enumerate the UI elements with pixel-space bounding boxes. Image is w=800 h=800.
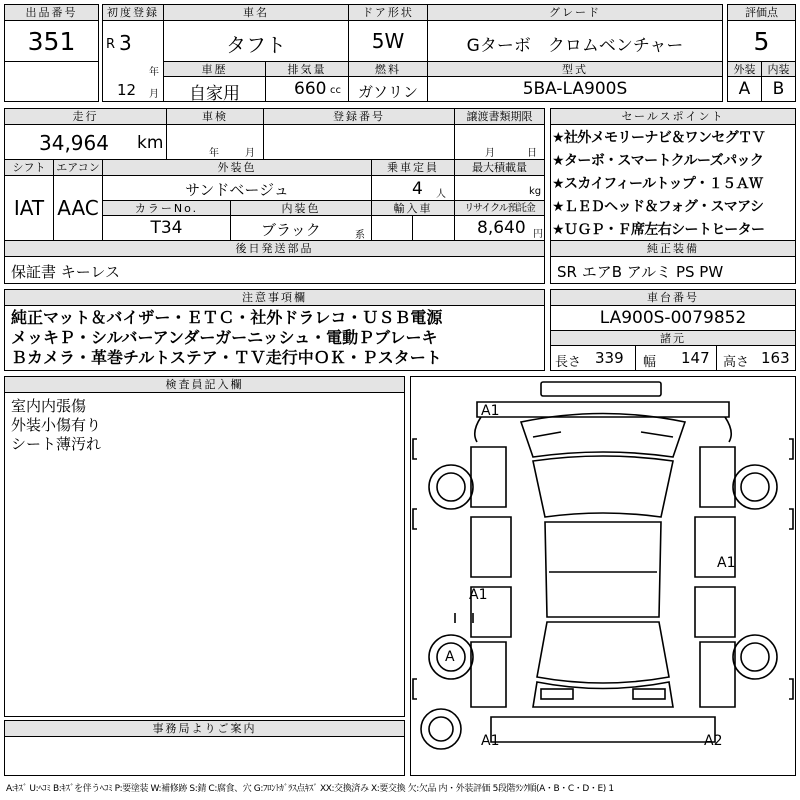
sales-point-box (550, 124, 796, 241)
ext-color-label: 外装色 (102, 159, 372, 176)
score: 5 (753, 27, 770, 56)
inspection-year-unit: 年 (209, 148, 219, 159)
transfer-label: 譲渡書類期限 (454, 108, 545, 125)
chassis-box (550, 305, 796, 331)
car-name-label: 車名 (163, 4, 349, 21)
capacity-label: 乗車定員 (371, 159, 455, 176)
shift-box (4, 175, 54, 241)
sales-point-5: ★ＵＧＰ・Ｆ席左右シートヒーター (552, 222, 765, 238)
later-items-label: 後日発送部品 (4, 240, 545, 257)
color-no: T34 (150, 218, 183, 238)
later-items-box (4, 256, 545, 284)
spec-length: 339 (595, 349, 624, 367)
caution-line-1: 純正マット＆バイザー・ＥＴＣ・社外ドラレコ・ＵＳＢ電源 (11, 308, 443, 327)
capacity-unit: 人 (436, 189, 446, 200)
caution-label: 注意事項欄 (4, 289, 545, 306)
recycle-box (454, 215, 545, 241)
model-label: 型式 (427, 61, 723, 77)
mark-rear-right: A2 (704, 733, 723, 749)
color-no-label: カラーNo. (102, 200, 231, 216)
mileage: 34,964 (39, 131, 109, 155)
plate-label: 登録番号 (263, 108, 455, 125)
model-code: 5BA-LA900S (522, 79, 628, 99)
max-load-box (454, 175, 545, 201)
grade-label: グレード (427, 4, 723, 21)
capacity: 4 (412, 179, 423, 199)
door-label: ドア形状 (348, 4, 428, 21)
history-label: 車歴 (163, 61, 266, 77)
inspector-note-2: 外装小傷有り (11, 416, 102, 434)
office-box (4, 736, 405, 776)
lot-no-label: 出品番号 (4, 4, 99, 21)
era: R (106, 37, 116, 52)
load-unit: kg (529, 186, 542, 197)
displacement-box (265, 76, 349, 102)
aircon: AAC (57, 196, 99, 220)
int-color-label: 内装色 (230, 200, 372, 216)
int-color-box (230, 215, 372, 241)
later-items: 保証書 キーレス (11, 263, 121, 281)
inspection-month-unit: 月 (245, 148, 255, 159)
interior-label: 内装 (761, 61, 796, 77)
displacement-unit: cc (330, 85, 341, 96)
transfer-box (454, 124, 545, 160)
interior-grade: B (772, 79, 785, 99)
caution-box (4, 305, 545, 371)
shift: IAT (13, 196, 45, 220)
caution-line-2: メッキＰ・シルバーアンダーガーニッシュ・電動Ｐブレーキ (11, 328, 438, 347)
int-color: ブラック (261, 221, 321, 239)
mark-left-rear-door: A1 (469, 587, 488, 603)
shift-label: シフト (4, 159, 54, 176)
sales-point-2: ★ターボ・スマートクルーズパック (552, 153, 764, 169)
sales-point-4: ★ＬＥＤヘッド＆フォグ・スマアシ (552, 199, 764, 215)
standard-equip: SR エアB アルミ PS PW (557, 263, 724, 281)
inspector-note-3: シート薄汚れ (11, 435, 102, 453)
displacement: 660 (294, 79, 327, 99)
inspector-box (4, 392, 405, 717)
ext-color-box (102, 175, 372, 201)
car-outline-diagram (411, 377, 795, 775)
max-load-label: 最大積載量 (454, 159, 545, 176)
inspector-label: 検査員記入欄 (4, 376, 405, 393)
recycle-label: リサイクル預託金 (454, 200, 545, 216)
transfer-month-unit: 月 (485, 148, 495, 159)
inspection-label: 車検 (166, 108, 264, 125)
legend: A:ｷｽﾞ U:ﾍｺﾐ B:ｷｽﾞを伴うﾍｺﾐ P:要塗装 W:補修跡 S:錆 C:腐食、穴 G:ﾌﾛﾝﾄｶﾞﾗｽ点ｷｽﾞ XX:交換済み X:要交換 欠:欠品 内・外装評価 5段階ﾗﾝｸ順(A・B・C・D・E) 1 (6, 784, 614, 794)
door-type: 5W (371, 29, 405, 53)
recycle-unit: 円 (533, 229, 543, 240)
aircon-label: エアコン (53, 159, 103, 176)
first-reg-box (102, 20, 164, 102)
damage-marks (445, 403, 735, 749)
exterior-label: 外装 (727, 61, 762, 77)
spec-width-label: 幅 (643, 355, 657, 370)
mileage-box (4, 124, 167, 160)
lot-blank-box (4, 61, 99, 102)
fuel: ガソリン (357, 83, 418, 101)
displacement-label: 排気量 (265, 61, 349, 77)
specs-label: 諸元 (550, 330, 796, 346)
transfer-day-unit: 日 (527, 148, 537, 159)
mileage-label: 走行 (4, 108, 167, 125)
caution-line-3: Ｂカメラ・革巻チルトステア・ＴＶ走行中ＯＫ・Ｐスタート (11, 348, 442, 367)
int-color-unit: 系 (355, 230, 365, 241)
interior-box (761, 76, 796, 102)
grade-box (427, 20, 723, 62)
month-unit: 月 (149, 89, 159, 100)
exterior-grade: A (738, 79, 751, 99)
mark-left-wheel: A (445, 649, 455, 665)
car-name: タフト (226, 33, 286, 57)
spec-height: 163 (761, 349, 790, 367)
lot-number: 351 (27, 27, 76, 56)
sales-point-3: ★スカイフィールトップ・１５ＡＷ (552, 176, 763, 192)
history: 自家用 (189, 84, 240, 102)
sales-point-label: セールスポイント (550, 108, 796, 125)
car-name-box (163, 20, 349, 62)
score-box (727, 20, 796, 62)
lot-no-box (4, 20, 99, 62)
first-reg-label: 初度登録 (102, 4, 164, 21)
sales-point-1: ★社外メモリーナビ＆ワンセグＴＶ (552, 130, 765, 146)
ext-color: サンドベージュ (185, 181, 289, 199)
office-label: 事務局よりご案内 (4, 720, 405, 737)
chassis-label: 車台番号 (550, 289, 796, 306)
standard-equip-label: 純正装備 (550, 240, 796, 257)
spec-height-label: 高さ (723, 355, 750, 370)
mark-right-front-door: A1 (717, 555, 736, 571)
fuel-label: 燃料 (348, 61, 428, 77)
fuel-box (348, 76, 428, 102)
history-box (163, 76, 266, 102)
standard-equip-box (550, 256, 796, 284)
import-label: 輸入車 (371, 200, 455, 216)
chassis-no: LA900S-0079852 (599, 308, 747, 328)
year-unit: 年 (149, 67, 159, 78)
color-no-box (102, 215, 231, 241)
spec-length-label: 長さ (555, 355, 582, 370)
aircon-box (53, 175, 103, 241)
mark-rear-left: A1 (481, 733, 500, 749)
import-box (371, 215, 455, 241)
inspector-note-1: 室内内張傷 (11, 397, 87, 415)
specs-box (550, 345, 796, 371)
first-reg-year: 3 (119, 31, 132, 55)
inspection-box (166, 124, 264, 160)
model-box (427, 76, 723, 102)
plate-box (263, 124, 455, 160)
first-reg-month: 12 (117, 81, 137, 99)
mark-front-left: A1 (481, 403, 500, 419)
spec-width: 147 (681, 349, 710, 367)
exterior-box (727, 76, 762, 102)
score-label: 評価点 (727, 4, 796, 21)
door-box (348, 20, 428, 62)
capacity-box (371, 175, 455, 201)
damage-diagram (410, 376, 796, 776)
mileage-unit: km (137, 133, 164, 153)
grade: Gターボ クロムベンチャー (466, 36, 684, 56)
recycle-fee: 8,640 (477, 218, 526, 238)
